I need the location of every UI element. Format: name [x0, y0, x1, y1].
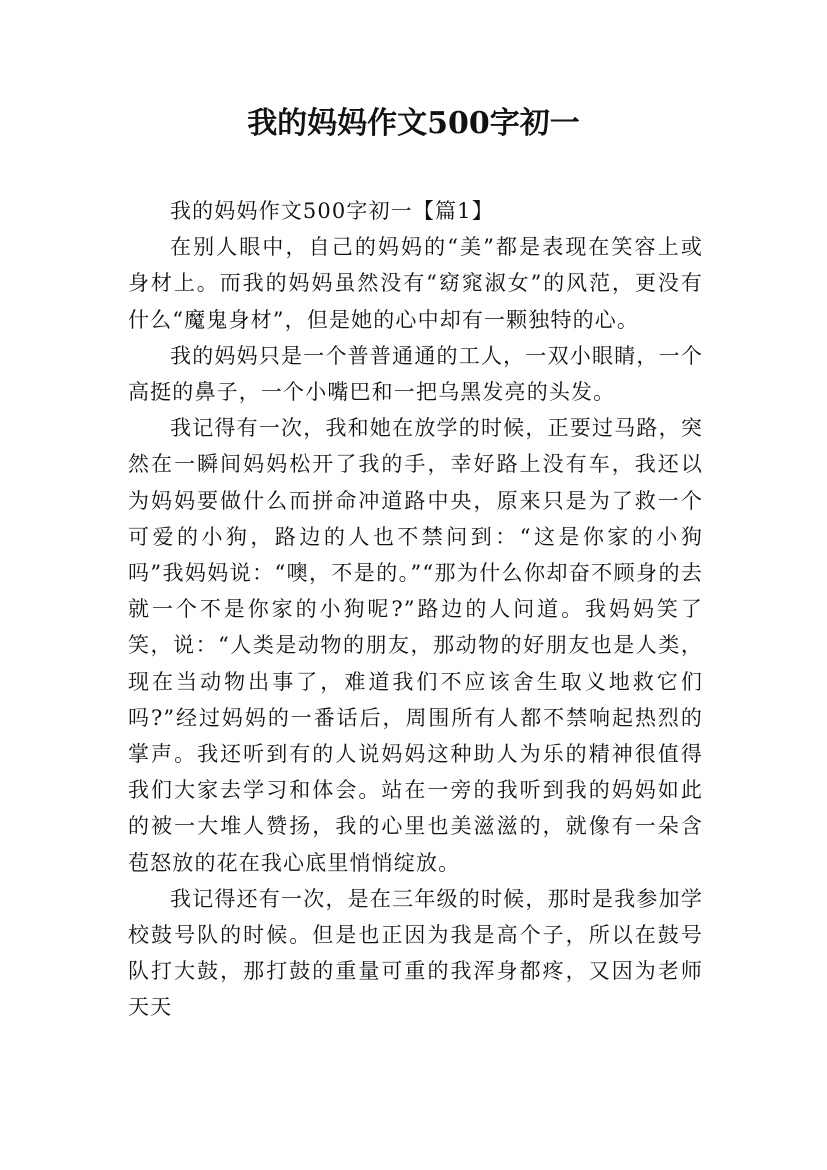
paragraph: 在别人眼中，自己的妈妈的“美”都是表现在笑容上或身材上。而我的妈妈虽然没有“窈窕淑女”的风范，更没有什么“魔鬼身材”，但是她的心中却有一颗独特的心。 — [128, 235, 703, 332]
section-heading: 我的妈妈作文500字初一【篇1】 — [170, 199, 494, 223]
document-body — [128, 193, 703, 1026]
paragraph: 我记得还有一次，是在三年级的时候，那时是我参加学校鼓号队的时候。但是也正因为我是高个子，所以在鼓号队打大鼓，那打鼓的重量可重的我浑身都疼，又因为老师天天 — [128, 886, 703, 1020]
document-title: 我的妈妈作文500字初一 — [247, 106, 580, 141]
paragraph: 我的妈妈只是一个普普通通的工人，一双小眼睛，一个高挺的鼻子，一个小嘴巴和一把乌黑发亮的头发。 — [128, 343, 703, 405]
paragraph: 我记得有一次，我和她在放学的时候，正要过马路，突然在一瞬间妈妈松开了我的手，幸好路上没有车，我还以为妈妈要做什么而拼命冲道路中央，原来只是为了救一个可爱的小狗，路边的人也不禁问到：“这是你家的小狗吗”我妈妈说：“噢，不是的。”“那为什么你却奋不顾身的去就一个不是你家的小狗呢?”路边的人问道。我妈妈笑了笑，说：“人类是动物的朋友，那动物的好朋友也是人类，现在当动物出事了，难道我们不应该舍生取义地救它们吗?”经过妈妈的一番话后，周围所有人都不禁响起热烈的掌声。我还听到有的人说妈妈这种助人为乐的精神很值得我们大家去学习和体会。站在一旁的我听到我的妈妈如此的被一大堆人赞扬，我的心里也美滋滋的，就像有一朵含苞怒放的花在我心底里悄悄绽放。 — [128, 416, 703, 875]
